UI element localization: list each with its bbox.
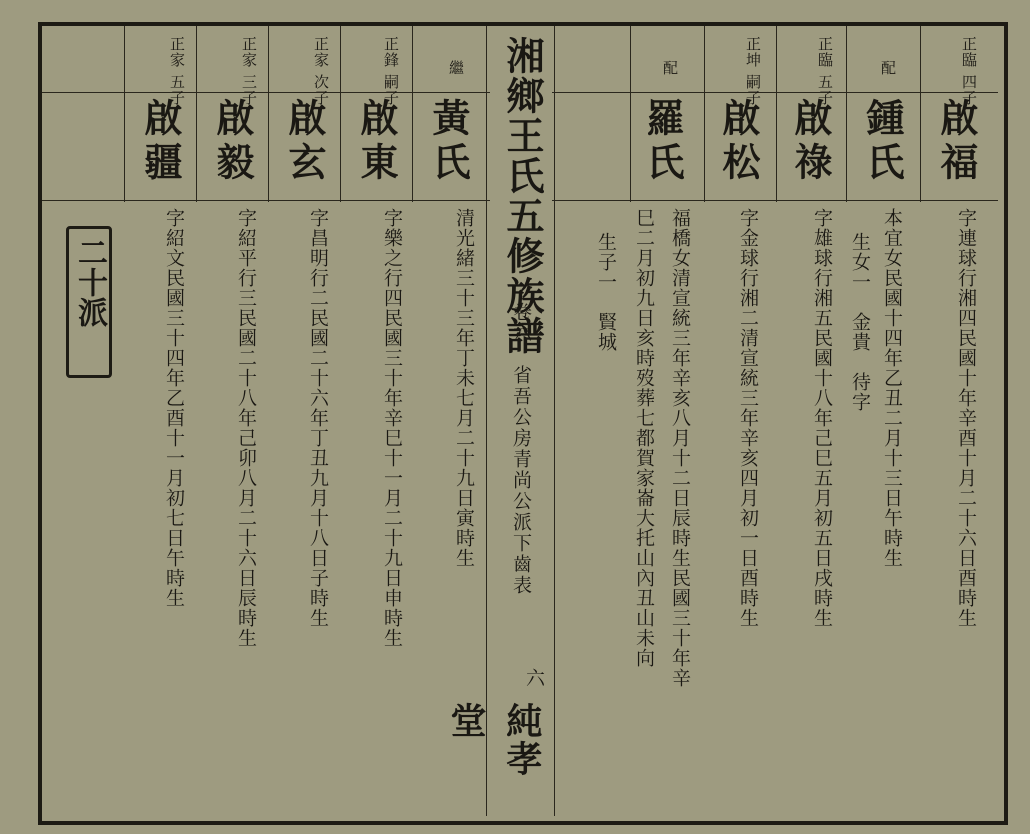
person-bio: 字雄球行湘五民國十八年己巳五月初五日戌時生 (811, 208, 833, 628)
column-rule (920, 26, 921, 202)
column-rule (776, 26, 777, 202)
name-rule-left (42, 200, 490, 201)
parent-note: 正家 五子 (168, 36, 186, 106)
parent-note: 正臨 四子 (960, 36, 978, 106)
person-bio-children: 生女一 金貴 待字 (849, 232, 871, 412)
person-name: 啟福 (934, 98, 979, 186)
parent-note: 正鋒 嗣子 (382, 36, 400, 106)
generation-label: 二十派 (72, 237, 107, 327)
parent-note: 配 (879, 60, 897, 76)
column-rule (340, 26, 341, 202)
generation-label-box (66, 226, 112, 378)
column-rule (486, 26, 487, 816)
column-rule (630, 26, 631, 202)
parent-note: 正臨 五子 (816, 36, 834, 106)
person-name: 啟松 (716, 98, 761, 186)
person-name: 啟毅 (210, 98, 255, 186)
book-title: 湘鄉王氏五修族譜 (500, 36, 545, 356)
column-rule (268, 26, 269, 202)
person-bio-children: 生子一 賢城 (595, 232, 617, 352)
person-name: 啟玄 (282, 98, 327, 186)
parent-note: 正家 次子 (312, 36, 330, 106)
parent-note: 繼 (447, 60, 465, 76)
hall-name: 純孝堂 (445, 702, 543, 778)
person-bio: 清光緒三十三年丁未七月二十九日寅時生 (453, 208, 475, 568)
page-number: 六 (523, 668, 545, 687)
volume-subtitle: 卷六 省吾公房青尚公派下齒表 (510, 302, 532, 596)
person-name: 黃氏 (426, 98, 471, 186)
parent-note: 正坤 嗣子 (744, 36, 762, 106)
person-bio: 字連球行湘四民國十年辛酉十月二十六日酉時生 (955, 208, 977, 628)
column-rule (846, 26, 847, 202)
person-name: 鍾氏 (860, 98, 905, 186)
column-rule (196, 26, 197, 202)
parent-note: 配 (661, 60, 679, 76)
person-bio: 字紹文民國三十四年乙酉十一月初七日午時生 (163, 208, 185, 608)
person-name: 羅氏 (640, 98, 685, 186)
header-rule-left (42, 92, 490, 93)
column-rule (704, 26, 705, 202)
person-name: 啟祿 (788, 98, 833, 186)
person-bio: 字紹平行三民國二十八年己卯八月二十六日辰時生 (235, 208, 257, 648)
person-name: 啟疆 (138, 98, 183, 186)
column-rule (554, 26, 555, 816)
person-bio: 字金球行湘二清宣統三年辛亥四月初一日酉時生 (737, 208, 759, 628)
column-rule (124, 26, 125, 202)
person-bio: 字樂之行四民國三十年辛巳十一月二十九日申時生 (381, 208, 403, 648)
person-bio-burial: 巳二月初九日亥時歿葬七都賀家崙大托山內丑山未向 (633, 208, 655, 668)
name-rule-right (552, 200, 998, 201)
person-bio: 字昌明行二民國二十六年丁丑九月十八日子時生 (307, 208, 329, 628)
person-name: 啟東 (354, 98, 399, 186)
parent-note: 正家 三子 (240, 36, 258, 106)
column-rule (412, 26, 413, 202)
person-bio: 本宜女民國十四年乙丑二月十三日午時生 (881, 208, 903, 568)
person-bio: 福橋女清宣統三年辛亥八月十二日辰時生民國三十年辛 (669, 208, 691, 688)
